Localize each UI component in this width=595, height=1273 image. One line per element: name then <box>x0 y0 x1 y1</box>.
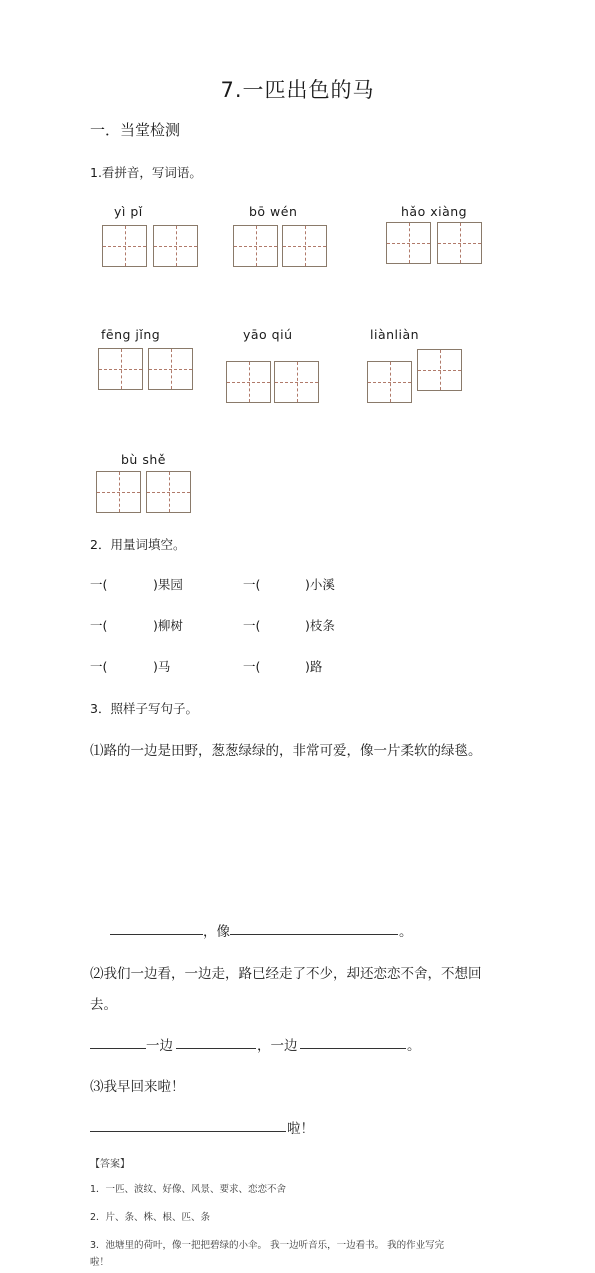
answer-heading: 【答案】 <box>90 1159 130 1170</box>
sentence-3: ⑶我早回来啦！ <box>90 1079 185 1095</box>
fill-left: 一( <box>90 659 108 674</box>
answer-blank[interactable] <box>90 1048 146 1049</box>
writing-box[interactable] <box>153 225 198 267</box>
answer-line: 3．池塘里的荷叶，像一把把碧绿的小伞。 我一边听音乐，一边看书。 我的作业写完 <box>90 1240 445 1251</box>
writing-box[interactable] <box>226 361 271 403</box>
writing-box[interactable] <box>233 225 278 267</box>
writing-box[interactable] <box>274 361 319 403</box>
answer-line: 2．片、条、株、根、匹、条 <box>90 1212 211 1223</box>
writing-box[interactable] <box>367 361 412 403</box>
fill-right: )路 <box>305 659 323 674</box>
answer-line: 1．一匹、波纹、好像、风景、要求、恋恋不舍 <box>90 1184 287 1195</box>
answer-blank[interactable] <box>110 934 203 935</box>
answer-blank[interactable] <box>300 1048 406 1049</box>
writing-box[interactable] <box>96 471 141 513</box>
fill-right: )小溪 <box>305 577 335 592</box>
pinyin-haoxiang: hǎo xiàng <box>401 204 468 219</box>
writing-box[interactable] <box>386 222 431 264</box>
writing-box[interactable] <box>148 348 193 390</box>
pinyin-bowen: bō wén <box>249 204 298 219</box>
fill-right: )马 <box>153 659 171 674</box>
sentence-2-cont: 去。 <box>90 997 117 1013</box>
fill-left: 一( <box>243 577 261 592</box>
question-1: 1.看拼音，写词语。 <box>90 165 202 180</box>
writing-box[interactable] <box>282 225 327 267</box>
writing-box[interactable] <box>102 225 147 267</box>
section-heading: 一．当堂检测 <box>90 121 181 139</box>
answer-blank[interactable] <box>176 1048 256 1049</box>
writing-box[interactable] <box>98 348 143 390</box>
page-title: 7.一匹出色的马 <box>220 78 375 102</box>
pinyin-yipi: yì pǐ <box>114 204 143 219</box>
question-2: 2．用量词填空。 <box>90 537 186 552</box>
fill-left: 一( <box>243 618 261 633</box>
sentence-1: ⑴路的一边是田野，葱葱绿绿的，非常可爱，像一片柔软的绿毯。 <box>90 743 482 759</box>
question-3: 3．照样子写句子。 <box>90 701 198 716</box>
answer-blank[interactable] <box>90 1131 286 1132</box>
pinyin-lianlian: liànliàn <box>370 327 420 342</box>
sentence-1-connector: ，像 <box>203 924 230 940</box>
writing-box[interactable] <box>146 471 191 513</box>
pinyin-yaoqiu: yāo qiú <box>243 327 293 342</box>
fill-left: 一( <box>90 618 108 633</box>
pinyin-bushe: bù shě <box>121 452 166 467</box>
sentence-2: ⑵我们一边看，一边走，路已经走了不少，却还恋恋不舍，不想回 <box>90 966 482 982</box>
sentence-2-end: 。 <box>407 1038 421 1054</box>
fill-left: 一( <box>90 577 108 592</box>
answer-line: 啦！ <box>90 1257 110 1268</box>
sentence-2-fill-1: 一边 <box>146 1038 173 1054</box>
sentence-2-fill-2: ，一边 <box>257 1038 298 1054</box>
sentence-3-end: 啦！ <box>287 1121 314 1137</box>
pinyin-fengjing: fēng jǐng <box>101 327 161 342</box>
fill-left: 一( <box>243 659 261 674</box>
fill-right: )果园 <box>153 577 183 592</box>
writing-box[interactable] <box>437 222 482 264</box>
answer-blank[interactable] <box>230 934 398 935</box>
fill-right: )枝条 <box>305 618 335 633</box>
fill-right: )柳树 <box>153 618 183 633</box>
sentence-1-end: 。 <box>399 924 413 940</box>
writing-box[interactable] <box>417 349 462 391</box>
